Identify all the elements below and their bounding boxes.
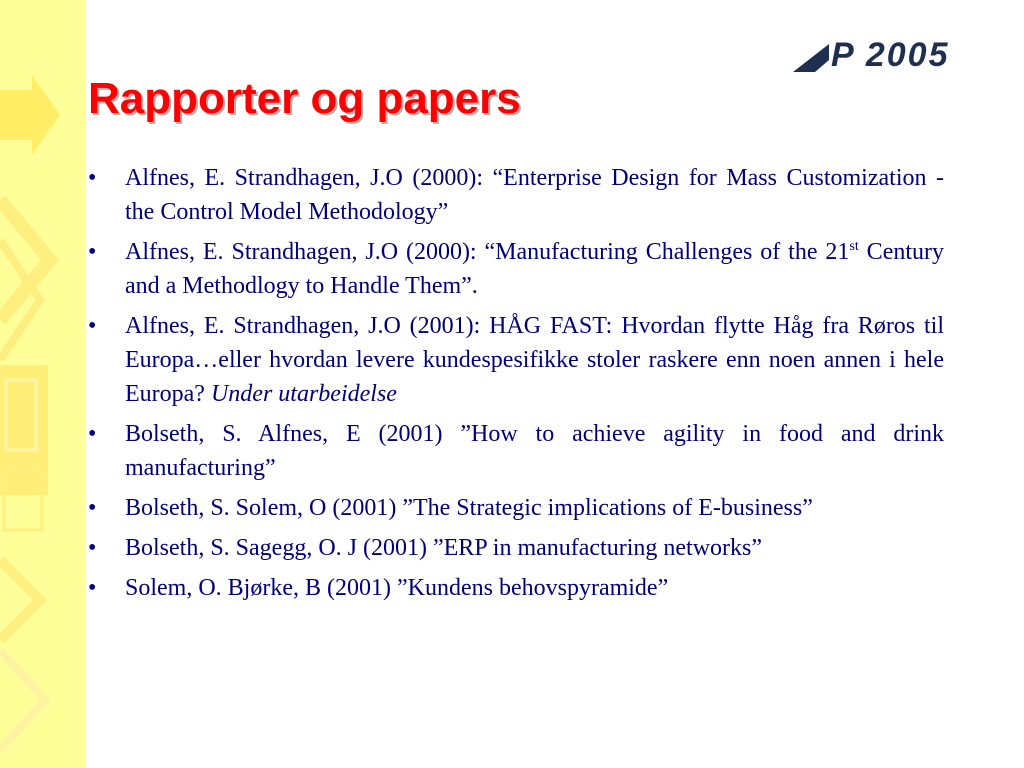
reference-text: Alfnes, E. Strandhagen, J.O (2000): “Enterprise Design for Mass Customization - the Control Model Methodology” bbox=[125, 165, 944, 225]
bullet: • bbox=[88, 421, 97, 447]
list-item bbox=[88, 491, 944, 525]
reference-text: Bolseth, S. Solem, O (2001) ”The Strategic implications of E-business” bbox=[125, 495, 813, 521]
logo-text: P 2005 bbox=[831, 36, 950, 74]
logo-triangle-icon bbox=[793, 44, 829, 72]
slide-title: Rapporter og papers bbox=[88, 74, 521, 123]
bullet: • bbox=[88, 165, 97, 191]
reference-text: Bolseth, S. Alfnes, E (2001) ”How to achieve agility in food and drink manufacturing” bbox=[125, 421, 944, 481]
logo bbox=[793, 36, 973, 76]
status-note: Under utarbeidelse bbox=[210, 381, 397, 407]
bullet: • bbox=[88, 313, 97, 339]
list-item bbox=[88, 235, 944, 303]
decorative-side-band bbox=[0, 0, 86, 768]
reference-text: Solem, O. Bjørke, B (2001) ”Kundens behovspyramide” bbox=[125, 575, 669, 601]
list-item bbox=[88, 571, 944, 605]
bullet: • bbox=[88, 239, 97, 265]
bullet: • bbox=[88, 495, 97, 521]
bullet: • bbox=[88, 575, 97, 601]
decorative-arrows-graphic bbox=[0, 0, 86, 768]
reference-text: Alfnes, E. Strandhagen, J.O (2000): “Manufacturing Challenges of the 21 bbox=[125, 239, 850, 265]
reference-list bbox=[88, 161, 944, 611]
ordinal-superscript: st bbox=[849, 239, 859, 254]
list-item bbox=[88, 309, 944, 411]
list-item bbox=[88, 161, 944, 229]
reference-text: Bolseth, S. Sagegg, O. J (2001) ”ERP in manufacturing networks” bbox=[125, 535, 763, 561]
list-item bbox=[88, 531, 944, 565]
list-item bbox=[88, 417, 944, 485]
bullet: • bbox=[88, 535, 97, 561]
reference-text-continued: Century and a Methodlogy to Handle Them”. bbox=[125, 239, 945, 299]
reference-text: Alfnes, E. Strandhagen, J.O (2001): HÅG FAST: Hvordan flytte Håg fra Røros til Europa…eller hvordan levere kundespesifikke stoler raskere enn noen annen i hele Europa? bbox=[125, 313, 944, 407]
